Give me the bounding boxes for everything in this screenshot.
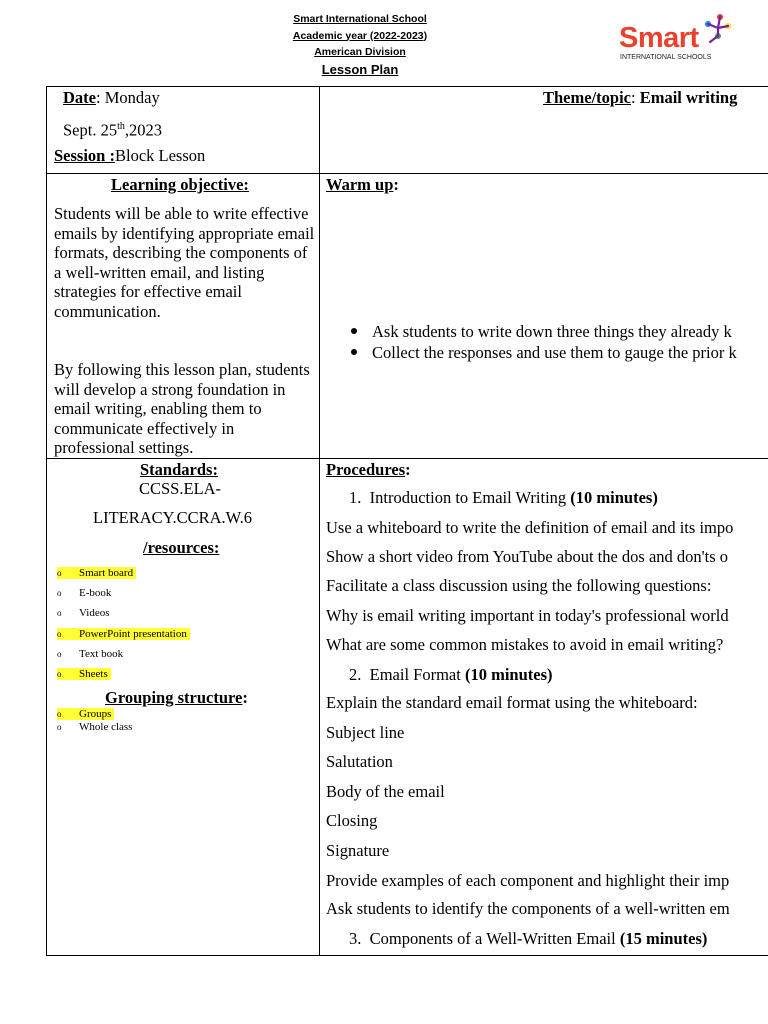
warmup-title: Warm up:	[326, 175, 399, 194]
document-header	[0, 11, 720, 78]
procedure-line: Why is email writing important in today's professional world	[326, 606, 729, 625]
logo-subtitle: INTERNATIONAL SCHOOLS	[620, 54, 712, 61]
resource-item: o Text book	[57, 648, 124, 660]
resources-title: /resources:	[143, 538, 220, 557]
column-divider	[319, 86, 320, 956]
grouping-title: Grouping structure:	[105, 688, 248, 707]
standards-code-line1: CCSS.ELA-	[139, 479, 222, 498]
school-name: Smart International School	[293, 13, 427, 25]
procedure-step: 3. Components of a Well-Written Email (15 minutes)	[349, 929, 708, 948]
circle-bullet-icon: o	[57, 629, 62, 639]
bullet-icon	[351, 349, 357, 355]
procedure-step: 2. Email Format (10 minutes)	[349, 665, 553, 684]
document-title: Lesson Plan	[321, 61, 399, 77]
procedure-line: Subject line	[326, 723, 405, 742]
grouping-item: o Whole class	[57, 721, 133, 733]
full-date: Sept. 25th,2023	[63, 120, 162, 140]
procedure-line: Explain the standard email format using the whiteboard:	[326, 693, 698, 712]
circle-bullet-icon: o	[57, 608, 62, 618]
procedure-line: Show a short video from YouTube about the dos and don'ts o	[326, 547, 729, 566]
theme-value: Email writing	[639, 88, 738, 107]
procedure-line: Ask students to identify the components of a well-written em	[326, 899, 730, 918]
resource-item: o E-book	[57, 587, 112, 599]
school-logo	[618, 12, 738, 67]
procedure-line: Body of the email	[326, 782, 445, 801]
logo-word: Smart	[619, 22, 699, 54]
academic-year: Academic year (2022-2023)	[292, 29, 428, 42]
session-field	[54, 146, 205, 166]
procedure-line: Provide examples of each component and highlight their imp	[326, 871, 730, 890]
session-value: Block Lesson	[114, 146, 206, 165]
date-label: Date	[63, 88, 96, 107]
date-value: : Monday	[95, 88, 160, 107]
learning-objective-text: Students will be able to write effective emails by identifying appropriate email formats, describing the components of a well-written email, and listing strategies for effective email communication.	[54, 204, 315, 321]
standards-code-line2: LITERACY.CCRA.W.6	[93, 508, 253, 527]
procedure-line: Salutation	[326, 752, 393, 771]
circle-bullet-icon: o	[57, 709, 62, 719]
bullet-icon	[351, 328, 357, 334]
theme-label: Theme/topic	[543, 88, 631, 107]
circle-bullet-icon: o	[57, 588, 62, 598]
learning-objective-title: Learning objective:	[111, 175, 249, 194]
resource-item: o Videos	[57, 607, 110, 619]
procedure-line: Closing	[326, 811, 378, 830]
resource-item: o Smart board	[57, 566, 136, 580]
circle-bullet-icon: o	[57, 649, 62, 659]
warmup-item: Collect the responses and use them to gauge the prior k	[351, 343, 737, 363]
procedure-line: Facilitate a class discussion using the following questions:	[326, 576, 712, 595]
resource-item: o Sheets	[57, 667, 111, 681]
learning-objective-summary: By following this lesson plan, students will develop a strong foundation in email writing, enabling them to communicate effectively in professional settings.	[54, 360, 310, 457]
circle-bullet-icon: o	[57, 722, 62, 732]
procedure-line: Signature	[326, 841, 390, 860]
procedures-title: Procedures:	[326, 460, 411, 479]
procedure-line: What are some common mistakes to avoid in email writing?	[326, 635, 724, 654]
warmup-item: Ask students to write down three things they already k	[351, 322, 732, 342]
standards-title: Standards:	[140, 460, 218, 479]
session-label: Session :	[54, 146, 115, 165]
circle-bullet-icon: o	[57, 568, 62, 578]
resource-item: o PowerPoint presentation	[57, 627, 190, 641]
procedure-line: Use a whiteboard to write the definition of email and its impo	[326, 518, 734, 537]
grouping-item: o Groups	[57, 707, 114, 721]
circle-bullet-icon: o	[57, 669, 62, 679]
logo-figure-icon	[698, 12, 734, 46]
division-name: American Division	[314, 46, 406, 58]
procedure-step: 1. Introduction to Email Writing (10 minutes)	[349, 488, 658, 507]
theme-field: Theme/topic: Email writing	[543, 88, 738, 107]
date-field	[63, 88, 160, 108]
